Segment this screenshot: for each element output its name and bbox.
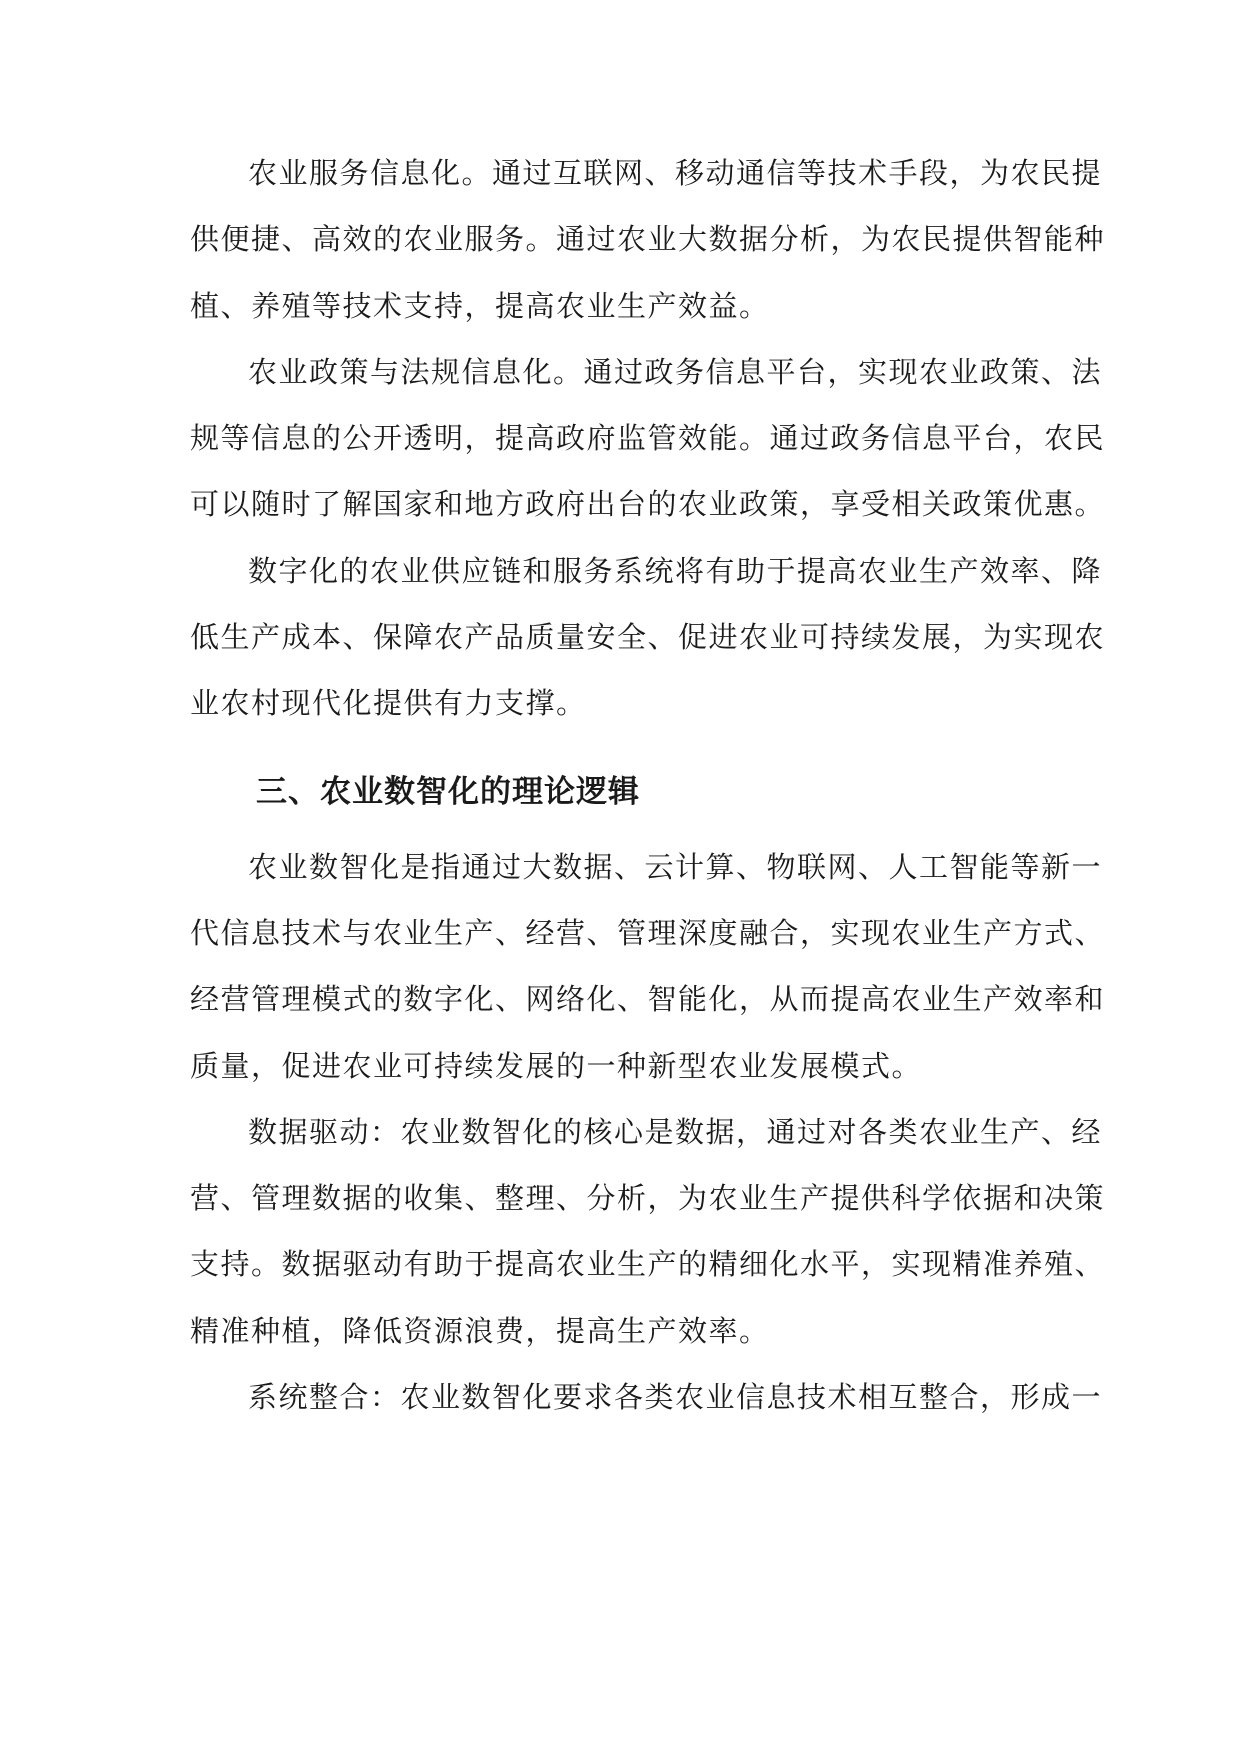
paragraph-line: 数据驱动：农业数智化的核心是数据，通过对各类农业生产、经: [248, 1115, 1103, 1149]
paragraph-line: 农业政策与法规信息化。通过政务信息平台，实现农业政策、法: [248, 355, 1103, 389]
paragraph-line: 代信息技术与农业生产、经营、管理深度融合，实现农业生产方式、: [190, 916, 1106, 950]
paragraph-line: 可以随时了解国家和地方政府出台的农业政策，享受相关政策优惠。: [190, 487, 1106, 521]
paragraph-line: 低生产成本、保障农产品质量安全、促进农业可持续发展，为实现农: [190, 620, 1106, 654]
paragraph-line: 植、养殖等技术支持，提高农业生产效益。: [190, 289, 770, 323]
paragraph-line: 农业数智化是指通过大数据、云计算、物联网、人工智能等新一: [248, 850, 1103, 884]
paragraph-line: 农业服务信息化。通过互联网、移动通信等技术手段，为农民提: [248, 156, 1103, 190]
paragraph-line: 支持。数据驱动有助于提高农业生产的精细化水平，实现精准养殖、: [190, 1247, 1106, 1281]
paragraph-line: 供便捷、高效的农业服务。通过农业大数据分析，为农民提供智能种: [190, 222, 1106, 256]
paragraph-line: 精准种植，降低资源浪费，提高生产效率。: [190, 1314, 770, 1348]
section-heading: 三、农业数智化的理论逻辑: [256, 774, 640, 810]
paragraph-line: 系统整合：农业数智化要求各类农业信息技术相互整合，形成一: [248, 1380, 1103, 1414]
paragraph-line: 经营管理模式的数字化、网络化、智能化，从而提高农业生产效率和: [190, 982, 1106, 1016]
paragraph-line: 数字化的农业供应链和服务系统将有助于提高农业生产效率、降: [248, 554, 1103, 588]
paragraph-line: 营、管理数据的收集、整理、分析，为农业生产提供科学依据和决策: [190, 1181, 1106, 1215]
paragraph-line: 业农村现代化提供有力支撑。: [190, 686, 587, 720]
paragraph-line: 质量，促进农业可持续发展的一种新型农业发展模式。: [190, 1049, 923, 1083]
paragraph-line: 规等信息的公开透明，提高政府监管效能。通过政务信息平台，农民: [190, 421, 1106, 455]
